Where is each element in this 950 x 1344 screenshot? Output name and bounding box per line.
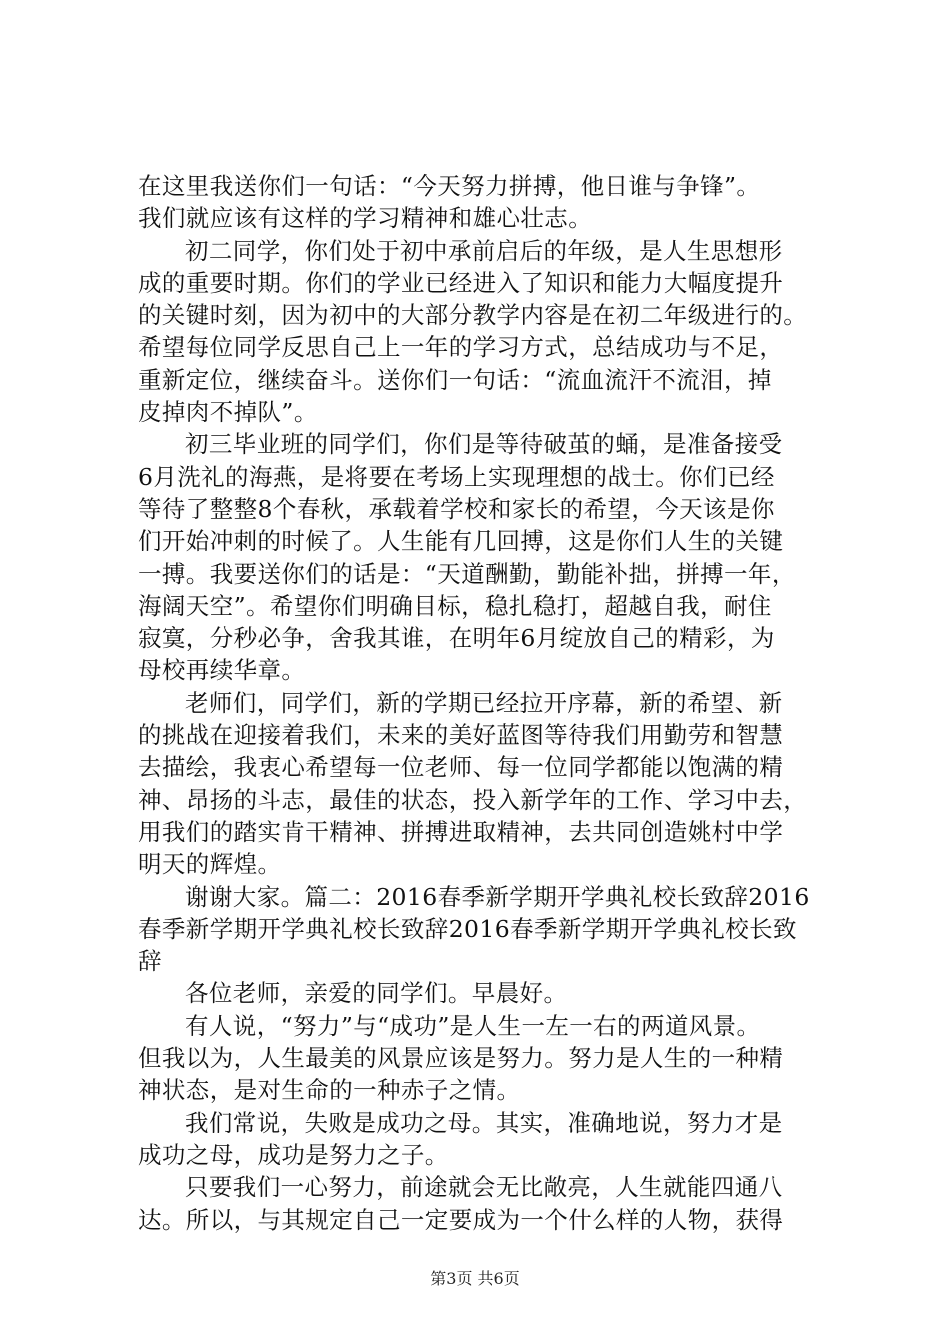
- paragraph-start-line: 只要我们一心努力，前途就会无比敞亮，人生就能四通八: [185, 1173, 783, 1202]
- document-body: [138, 170, 838, 1236]
- text-line: 成功之母，成功是努力之子。: [138, 1140, 449, 1169]
- text-line: 的挑战在迎接着我们，未来的美好蓝图等待我们用勤劳和智慧: [138, 721, 784, 750]
- text-line: 用我们的踏实肯干精神、拼搏进取精神，去共同创造姚村中学: [138, 817, 784, 846]
- text-line: 重新定位，继续奋斗。送你们一句话：“流血流汗不流泪，掉: [138, 365, 772, 394]
- text-line: 明天的辉煌。: [138, 850, 282, 879]
- paragraph-start-line: 初三毕业班的同学们，你们是等待破茧的蛹，是准备接受: [185, 430, 783, 459]
- paragraph-start-line: 谢谢大家。篇二：2016春季新学期开学典礼校长致辞2016: [185, 882, 810, 911]
- paragraph-start-line: 各位老师，亲爱的同学们。早晨好。: [185, 979, 568, 1008]
- text-line: 一搏。我要送你们的话是：“天道酬勤，勤能补拙，拼搏一年，: [138, 559, 796, 588]
- text-line: 辞: [138, 947, 162, 976]
- text-line: 神、昂扬的斗志，最佳的状态，投入新学年的工作、学习中去，: [138, 785, 808, 814]
- text-line: 在这里我送你们一句话：“今天努力拼搏，他日谁与争锋”。: [138, 172, 761, 200]
- text-line: 我们就应该有这样的学习精神和雄心壮志。: [138, 204, 593, 233]
- text-line: 皮掉肉不掉队”。: [138, 398, 318, 427]
- text-line: 达。所以，与其规定自己一定要成为一个什么样的人物，获得: [138, 1205, 784, 1234]
- paragraph-start-line: 初二同学，你们处于初中承前启后的年级，是人生思想形: [185, 236, 783, 265]
- text-line: 成的重要时期。你们的学业已经进入了知识和能力大幅度提升: [138, 268, 784, 297]
- paragraph-start-line: 我们常说，失败是成功之母。其实，准确地说，努力才是: [185, 1108, 783, 1137]
- paragraph-start-line: 有人说，“努力”与“成功”是人生一左一右的两道风景。: [185, 1011, 761, 1040]
- text-line: 6月洗礼的海燕，是将要在考场上实现理想的战士。你们已经: [138, 462, 775, 491]
- text-line: 希望每位同学反思自己上一年的学习方式，总结成功与不足，: [138, 333, 784, 362]
- text-line: 的关键时刻，因为初中的大部分教学内容是在初二年级进行的。: [138, 301, 808, 330]
- text-line: 但我以为，人生最美的风景应该是努力。努力是人生的一种精: [138, 1044, 784, 1073]
- text-line: 去描绘，我衷心希望每一位老师、每一位同学都能以饱满的精: [138, 753, 784, 782]
- text-line: 神状态，是对生命的一种赤子之情。: [138, 1076, 521, 1105]
- text-line: 们开始冲刺的时候了。人生能有几回搏，这是你们人生的关键: [138, 527, 784, 556]
- text-line: 春季新学期开学典礼校长致辞2016春季新学期开学典礼校长致: [138, 914, 797, 943]
- page-number-footer: 第3页 共6页: [430, 1269, 520, 1288]
- text-line: 寂寞，分秒必争，舍我其谁，在明年6月绽放自己的精彩，为: [138, 624, 775, 653]
- text-line: 母校再续华章。: [138, 656, 306, 685]
- text-line: 等待了整整8个春秋，承载着学校和家长的希望，今天该是你: [138, 494, 775, 523]
- paragraph-start-line: 老师们，同学们，新的学期已经拉开序幕，新的希望、新: [185, 688, 783, 717]
- text-line: 海阔天空”。希望你们明确目标，稳扎稳打，超越自我，耐住: [138, 591, 772, 620]
